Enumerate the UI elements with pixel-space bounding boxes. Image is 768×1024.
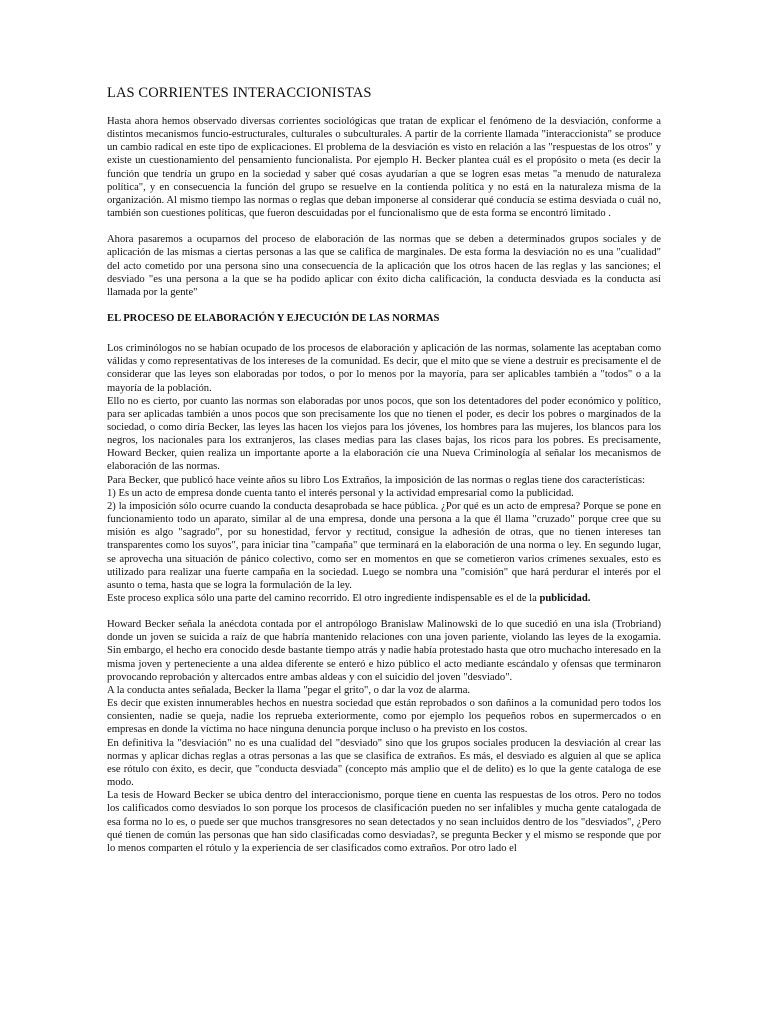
paragraph-malinowski: Howard Becker señala la anécdota contada por el antropólogo Branislaw Malinowski de lo que sucedió en una isla (Trobriand) donde un joven se suicida a raíz de que habría mantenido relaciones con una joven pariente, violando las leyes de la exogamia. Sin embargo, el hecho era conocido desde bastante tiempo atrás y nadie había protestado hasta que otro muchacho interesado en la misma joven y perteneciente a una aldea diferente se enteró e hizo público el acto mediante escándalo y ofensas que terminaron provocando reprobación y altercados entre ambas aldeas y con el suicidio del joven "desviado". <box>107 619 661 683</box>
section-heading: EL PROCESO DE ELABORACIÓN Y EJECUCIÓN DE LAS NORMAS <box>107 313 440 325</box>
paragraph-desviacion: En definitiva la "desviación" no es una cualidad del "desviado" sino que los grupos sociales producen la desviación al crear las normas y aplicar dichas reglas a otras personas a las que se clasifica de extraños. Es más, el desviado es alguien al que se aplica ese rótulo con éxito, es decir, que "conducta desviada" (concepto más amplio que el de delito) es lo que la gente cataloga de ese modo. <box>107 737 661 789</box>
paragraph-gap <box>107 325 661 342</box>
paragraph-section-3: Para Becker, que publicó hace veinte años su libro Los Extraños, la imposición de las normas o reglas tiene dos características: <box>107 474 645 486</box>
paragraph-tesis-becker: La tesis de Howard Becker se ubica dentro del interaccionismo, porque tiene en cuenta las respuestas de los otros. Pero no todos los calificados como desviados lo son porque los procesos de clasificación pueden no ser infalibles y mucha gente catalogada de esa forma no lo es, o puede ser que muchos transgresores no sean detectados y no sean incluidos dentro de los "desviados", ¿Pero qué tienen de común las personas que han sido clasificadas como desviadas?, se pregunta Becker y el mismo se responde que por lo menos comparten el rótulo y la experiencia de ser clasificados como extraños. Por otro lado el <box>107 790 661 854</box>
document-page <box>107 84 661 855</box>
paragraph-section-6 <box>107 592 661 605</box>
bold-term: publicidad. <box>539 593 591 604</box>
list-item-2: 2) la imposición sólo ocurre cuando la conducta desaprobada se hace pública. ¿Por qué es un acto de empresa? Porque se pone en funcionamiento todo un aparato, similar al de una empresa, donde una persona a la que él llama "cruzado" porque cree que su misión es algo "sagrado", por su honestidad, fervor y rectitud, consigue la adhesión de otras, que no tienen intereses tan transparentes como los suyos", para iniciar tina "campaña" que terminará en la elaboración de una norma o ley. En segundo lugar, se aprovecha una situación de pánico colectivo, como ser en momentos en que se cometieron varios crímenes sexuales, esto es utilizado para realizar una fuerte campaña en la sociedad. Luego se nombra una "comisión" que hará perdurar el interés por el asunto o tema, hasta que se logra la formulación de la ley. <box>107 500 661 591</box>
paragraph-text: Este proceso explica sólo una parte del camino recorrido. El otro ingrediente indispensable es el de la <box>107 593 540 604</box>
paragraph-gap <box>107 299 661 312</box>
paragraph-pegar-grito: A la conducta antes señalada, Becker la llama "pegar el grito", o dar la voz de alarma. <box>107 684 471 696</box>
paragraph-section-2: Ello no es cierto, por cuanto las normas son elaboradas por unos pocos, que son los detentadores del poder económico y político, para ser aplicadas también a unos pocos que son precisamente los que no tienen el poder, es decir los pobres o marginados de la sociedad, o como diría Becker, las leyes las hacen los viejos para los jóvenes, los hombres para las mujeres, los blancos para los negros, los nacionales para los extranjeros, las clases medias para las clases bajas, los ricos para los pobres. Es precisamente, Howard Becker, quien realiza un importante aporte a la elaboración cíe una Nueva Criminología al señalar los mecanismos de elaboración de las normas. <box>107 395 661 473</box>
paragraph-intro-2: Ahora pasaremos a ocuparnos del proceso de elaboración de las normas que se deben a determinados grupos sociales y de aplicación de las mismas a ciertas personas a las que se califica de marginales. De esta forma la desviación no es una "cualidad" del acto cometido por una persona sino una consecuencia de la aplicación que los otros hacen de las reglas y las sanciones; el desviado "es una persona a la que se ha podido aplicar con éxito dicha calificación, la conducta desviada es la conducta así llamada por la gente" <box>107 234 661 298</box>
paragraph-gap <box>107 605 661 618</box>
paragraph-hechos: Es decir que existen innumerables hechos en nuestra sociedad que están reprobados o son dañinos a la comunidad pero todos los consienten, nadie se queja, nadie los reprueba exteriormente, como por ejemplo los pequeños robos en supermercados o en empresas en donde la víctima no hace ninguna denuncia porque incluso o ha previsto en los costos. <box>107 698 661 736</box>
paragraph-gap <box>107 220 661 233</box>
paragraph-intro-1: Hasta ahora hemos observado diversas corrientes sociológicas que tratan de explicar el fenómeno de la desviación, conforme a distintos mecanismos funcio-estructurales, culturales o subculturales. A partir de la corriente llamada "interaccionista" se produce un cambio radical en este tipo de explicaciones. El problema de la desviación es visto en relación a las "respuestas de los otros" y existe un cuestionamiento del pensamiento funcionalista. Por ejemplo H. Becker plantea cuál es el propósito o meta (es decir la función que tendría un grupo en la sociedad y saber qué cosas ayudarían a que se logren esas metas "a menudo de naturaleza política", y en consecuencia la función del grupo se resuelve en la contienda política y no está en la naturaleza misma de la organización. Al mismo tiempo las normas o reglas que deban imponerse al considerar qué conducía se estima desviada o cuál no, también son cuestiones políticas, que fueron descuidadas por el funcionalismo que de esta forma se encontró limitado . <box>107 116 661 220</box>
list-item-1: 1) Es un acto de empresa donde cuenta tanto el interés personal y la actividad empresarial como la publicidad. <box>107 487 574 499</box>
document-title: LAS CORRIENTES INTERACCIONISTAS <box>107 85 372 101</box>
paragraph-section-1: Los criminólogos no se habían ocupado de los procesos de elaboración y aplicación de las normas, solamente las aceptaban como válidas y como representativas de los intereses de la comunidad. Es decir, que el mito que se viene a destruir es precisamente el de considerar que las leyes son elaboradas por todos, o por lo menos por la mayoría, para ser aplicables también a "todos" o a la mayoría de la población. <box>107 343 661 394</box>
